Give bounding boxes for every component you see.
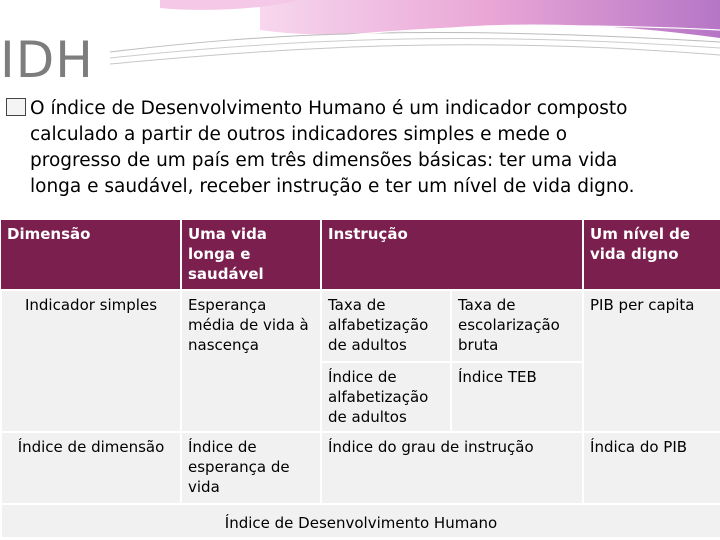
idh-table (0, 220, 720, 539)
paragraph-line-4: longa e saudável, receber instrução e ter um nível de vida digno. (30, 176, 635, 197)
bullet-icon (6, 98, 26, 116)
table-row (1, 432, 720, 504)
indicador-pib: PIB per capita (583, 290, 720, 432)
intro-paragraph (6, 96, 712, 200)
header-vida: Uma vida longa e saudável (181, 220, 321, 290)
indice-instrucao: Índice do grau de instrução (321, 432, 583, 504)
indicador-escolarizacao: Taxa de escolarização bruta (451, 290, 583, 362)
table-row (1, 290, 720, 362)
indicador-alfabetizacao: Taxa de alfabetização de adultos (321, 290, 451, 362)
footer-idh: Índice de Desenvolvimento Humano (1, 504, 720, 538)
subindice-alfabetizacao: Índice de alfabetização de adultos (321, 362, 451, 432)
header-nivel: Um nível de vida digno (583, 220, 720, 290)
indice-vida: Índice de esperança de vida (181, 432, 321, 504)
paragraph-line-3: progresso de um país em três dimensões básicas: ter uma vida (30, 150, 618, 171)
indice-dimensao-label: Índice de dimensão (1, 432, 181, 504)
indicador-label: Indicador simples (1, 290, 181, 432)
indicador-vida: Esperança média de vida à nascença (181, 290, 321, 432)
paragraph-line-2: calculado a partir de outros indicadores simples e mede o (30, 124, 568, 145)
page-title: IDH (0, 31, 94, 89)
header-dimensao: Dimensão (1, 220, 181, 290)
indice-pib: Índica do PIB (583, 432, 720, 504)
header-instrucao: Instrução (321, 220, 583, 290)
decorative-banner (0, 0, 720, 90)
table-footer-row (1, 504, 720, 538)
paragraph-line-1: O índice de Desenvolvimento Humano é um indicador composto (30, 98, 628, 119)
table-header-row (1, 220, 720, 290)
subindice-teb: Índice TEB (451, 362, 583, 432)
